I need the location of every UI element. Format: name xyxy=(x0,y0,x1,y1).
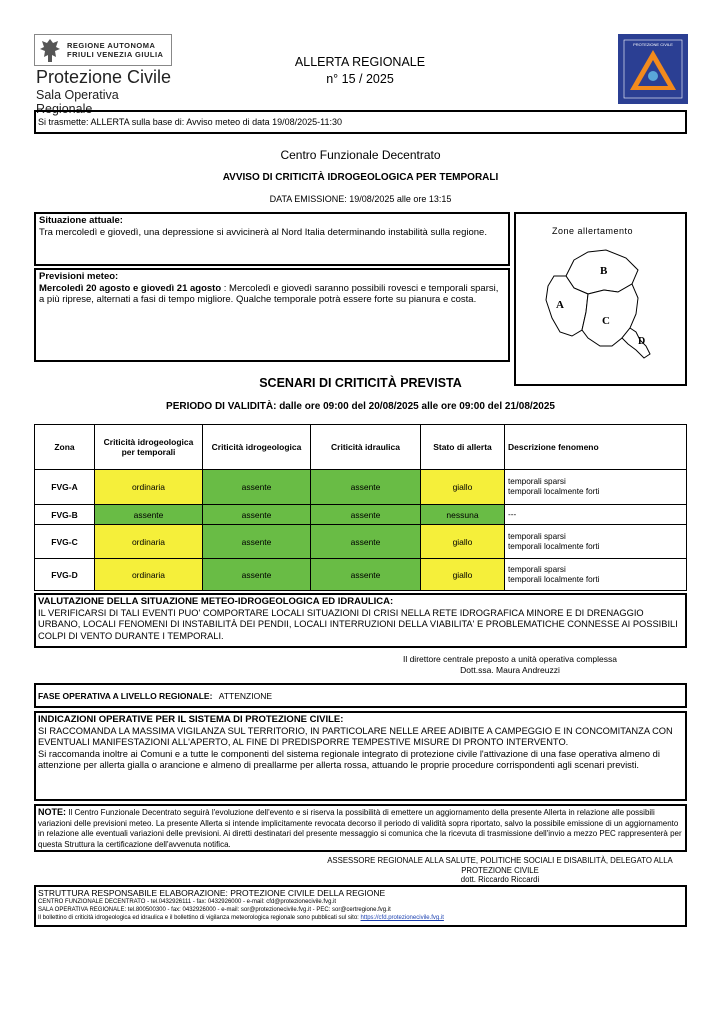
org-sub: Sala Operativa Regionale xyxy=(36,88,119,116)
assessore-role2: PROTEZIONE CIVILE xyxy=(461,865,539,875)
civil-protection-logo xyxy=(618,34,688,104)
situazione-box xyxy=(34,212,510,266)
region-emblem-box xyxy=(34,34,172,66)
avviso-title: AVVISO DI CRITICITÀ IDROGEOLOGICA PER TEMPORALI xyxy=(222,172,499,183)
footer-line3: Il bollettino di criticità idrogeologica ed idraulica e il bollettino di vigilanza meteorologica regionale sono pubblicati sul sito: xyxy=(38,915,361,921)
desc-line1: temporali sparsi xyxy=(508,564,566,574)
stato-allerta-cell: giallo xyxy=(421,470,505,505)
map-label-c: C xyxy=(602,315,610,327)
previsioni-dates: Mercoledì 20 agosto e giovedì 21 agosto xyxy=(39,282,222,294)
indicazioni-caps-text: SI RACCOMANDA LA MASSIMA VIGILANZA SUL TERRITORIO, IN PARTICOLARE NELLE AREE ADIBITE A CAMPEGGIO E IN CONCOMITANZA CON EVENTUALI MANIFESTAZIONI ALL'APERTO, AL FINE DI PREDISPORRE TEMPESTIVE MISURE DI PRONTO INTERVENTO. xyxy=(38,725,673,747)
previsioni-box xyxy=(34,268,510,362)
civil-protection-triangle-icon xyxy=(618,34,688,104)
desc-line2: temporali localmente forti xyxy=(508,487,600,496)
crit-idrogeologica-cell: assente xyxy=(203,470,311,505)
crit-idraulica-cell: assente xyxy=(311,559,421,591)
zona-cell: FVG-A xyxy=(35,470,95,505)
stato-allerta-cell: giallo xyxy=(421,525,505,559)
desc-line2: temporali localmente forti xyxy=(508,574,600,584)
desc-line1: --- xyxy=(508,509,517,519)
assessore-name: dott. Riccardo Riccardi xyxy=(460,875,540,884)
note-text: Il Centro Funzionale Decentrato seguirà l'evoluzione dell'evento e si riserva la possibilità di emettere un aggiornamento della presente Allerta in relazione alle possibili variazioni delle previsioni meteo. La presente Allerta si intende implicitamente revocata decorso il periodo di validità sopra riportato, salvo la possibile emissione di un aggiornamento in relazione alle eventuali variazioni delle previsioni. Ai diretti destinatari del presente messaggio si comunica che la ricevuta di trasmissione dell'invio a mezzo PEC rappresenterà per questa Struttura la certificazione dell'avvenuta notifica. xyxy=(38,808,682,849)
map-title: Zone allertamento xyxy=(552,226,634,236)
footer-box xyxy=(34,885,687,927)
crit-temporali-cell: assente xyxy=(95,505,203,525)
previsioni-text: : Mercoledì e giovedì saranno possibili rovesci e temporali sparsi, a più riprese, alternati a fasi di tempo migliore. Qualche temporale potrà essere forte su pianura e costa. xyxy=(39,282,499,305)
zona-cell: FVG-C xyxy=(35,525,95,559)
alert-title: ALLERTA REGIONALE xyxy=(294,55,426,69)
transmit-box xyxy=(34,110,687,134)
direttore-block xyxy=(350,654,670,676)
criticity-table xyxy=(34,424,687,591)
map-label-b: B xyxy=(600,265,608,277)
cfd-website-link[interactable]: https://cfd.protezionecivile.fvg.it xyxy=(360,915,444,921)
direttore-name: Dott.ssa. Maura Andreuzzi xyxy=(460,665,560,675)
indicazioni-title: INDICAZIONI OPERATIVE PER IL SISTEMA DI PROTEZIONE CIVILE: xyxy=(38,714,344,725)
situazione-text: Tra mercoledì e giovedì, una depressione si avvicinerà al Nord Italia determinando instabilità sulla regione. xyxy=(39,226,487,238)
periodo-validita: PERIODO DI VALIDITÀ: dalle ore 09:00 del 20/08/2025 alle ore 09:00 del 21/08/2025 xyxy=(166,401,555,412)
stato-allerta-cell: nessuna xyxy=(421,505,505,525)
valutazione-box xyxy=(34,593,687,648)
crit-temporali-cell: ordinaria xyxy=(95,470,203,505)
crit-idrogeologica-cell: assente xyxy=(203,559,311,591)
direttore-role: Il direttore centrale preposto a unità operativa complessa xyxy=(402,654,618,664)
valutazione-text: IL VERIFICARSI DI TALI EVENTI PUO' COMPORTARE LOCALI SITUAZIONI DI CRISI NELLA RETE IDROGRAFICA MINORE E DI DRENAGGIO URBANO, LOCALI FENOMENI DI INSTABILITÀ DEI PENDII, LOCALI INTERRUZIONI DELLA VIABILITA' E PROBLEMATICHE CONNESSE AI POSSIBILI COLPI DI VENTO DURANTE I TEMPORALI. xyxy=(38,607,678,641)
header-descrizione: Descrizione fenomeno xyxy=(505,425,687,470)
transmit-text: Si trasmette: ALLERTA sulla base di: Avviso meteo di data 19/08/2025-11:30 xyxy=(38,117,343,127)
region-line2: FRIULI VENEZIA GIULIA xyxy=(67,50,164,59)
map-label-d: D xyxy=(638,336,646,347)
table-header-row xyxy=(35,425,687,470)
zone-map-box xyxy=(514,212,687,386)
desc-line1: temporali sparsi xyxy=(508,531,566,541)
stato-allerta-cell: giallo xyxy=(421,559,505,591)
table-row xyxy=(35,559,687,591)
note-label: NOTE: xyxy=(38,807,66,817)
zona-cell: FVG-D xyxy=(35,559,95,591)
right-logo-text: PROTEZIONE CIVILE xyxy=(633,42,673,47)
footer-line1: CENTRO FUNZIONALE DECENTRATO - tel.0432926111 - fax: 0432926000 - e-mail: cfd@protezionecivile.fvg.it xyxy=(38,899,337,905)
table-row xyxy=(35,525,687,559)
crit-idraulica-cell: assente xyxy=(311,525,421,559)
map-label-a: A xyxy=(556,299,564,311)
valutazione-title: VALUTAZIONE DELLA SITUAZIONE METEO-IDROGEOLOGICA ED IDRAULICA: xyxy=(38,596,394,607)
indicazioni-box xyxy=(34,711,687,801)
descrizione-cell xyxy=(505,525,687,559)
descrizione-cell xyxy=(505,470,687,505)
note-box xyxy=(34,804,687,852)
alert-title-block xyxy=(260,54,460,88)
footer-title: STRUTTURA RESPONSABILE ELABORAZIONE: PROTEZIONE CIVILE DELLA REGIONE xyxy=(38,888,386,898)
desc-line2: temporali localmente forti xyxy=(508,541,600,551)
crit-idrogeologica-cell: assente xyxy=(203,525,311,559)
crit-temporali-cell: ordinaria xyxy=(95,525,203,559)
header-crit-temporali: Criticità idrogeologica per temporali xyxy=(95,425,203,470)
alert-number: n° 15 / 2025 xyxy=(326,72,394,86)
region-line1: REGIONE AUTONOMA xyxy=(67,41,156,50)
centre-title: Centro Funzionale Decentrato xyxy=(280,148,441,162)
zona-cell: FVG-B xyxy=(35,505,95,525)
header-stato-allerta: Stato di allerta xyxy=(421,425,505,470)
assessore-role: ASSESSORE REGIONALE ALLA SALUTE, POLITICHE SOCIALI E DISABILITÀ, DELEGATO ALLA xyxy=(327,856,673,865)
situazione-title: Situazione attuale: xyxy=(39,215,123,226)
table-row xyxy=(35,470,687,505)
crit-temporali-cell: ordinaria xyxy=(95,559,203,591)
fase-label: FASE OPERATIVA A LIVELLO REGIONALE: xyxy=(38,691,213,701)
org-name: Protezione Civile xyxy=(36,67,172,87)
header-crit-idraulica: Criticità idraulica xyxy=(311,425,421,470)
descrizione-cell xyxy=(505,505,687,525)
footer-line2: SALA OPERATIVA REGIONALE: tel.800500300 - fax: 0432926000 - e-mail: sor@protezionecivile.fvg.it - PEC: sor@certregione.fvg.it xyxy=(38,907,391,913)
table-row xyxy=(35,505,687,525)
assessore-block xyxy=(310,856,690,885)
indicazioni-text: Si raccomanda inoltre ai Comuni e a tutte le componenti del sistema regionale integrato di protezione civile l'attivazione di una fase operativa almeno di attenzione per allerta gialla o arancione e almeno di preallarme per allerta rossa, attuando le proprie procedure corrispondenti agli scenari previsti. xyxy=(38,748,660,770)
desc-line1: temporali sparsi xyxy=(508,477,566,486)
previsioni-title: Previsioni meteo: xyxy=(39,271,119,282)
header-zona: Zona xyxy=(35,425,95,470)
scenari-title: SCENARI DI CRITICITÀ PREVISTA xyxy=(259,376,462,390)
crit-idraulica-cell: assente xyxy=(311,505,421,525)
eagle-emblem-icon xyxy=(39,37,61,63)
descrizione-cell xyxy=(505,559,687,591)
regional-logo xyxy=(34,34,174,116)
crit-idrogeologica-cell: assente xyxy=(203,505,311,525)
fase-operativa-box xyxy=(34,683,687,708)
emission-date: DATA EMISSIONE: 19/08/2025 alle ore 13:15 xyxy=(269,194,452,204)
fase-value: ATTENZIONE xyxy=(218,691,273,701)
fvg-zone-map xyxy=(526,242,676,367)
crit-idraulica-cell: assente xyxy=(311,470,421,505)
zone-d-area xyxy=(622,328,650,358)
header-crit-idrogeologica: Criticità idrogeologica xyxy=(203,425,311,470)
